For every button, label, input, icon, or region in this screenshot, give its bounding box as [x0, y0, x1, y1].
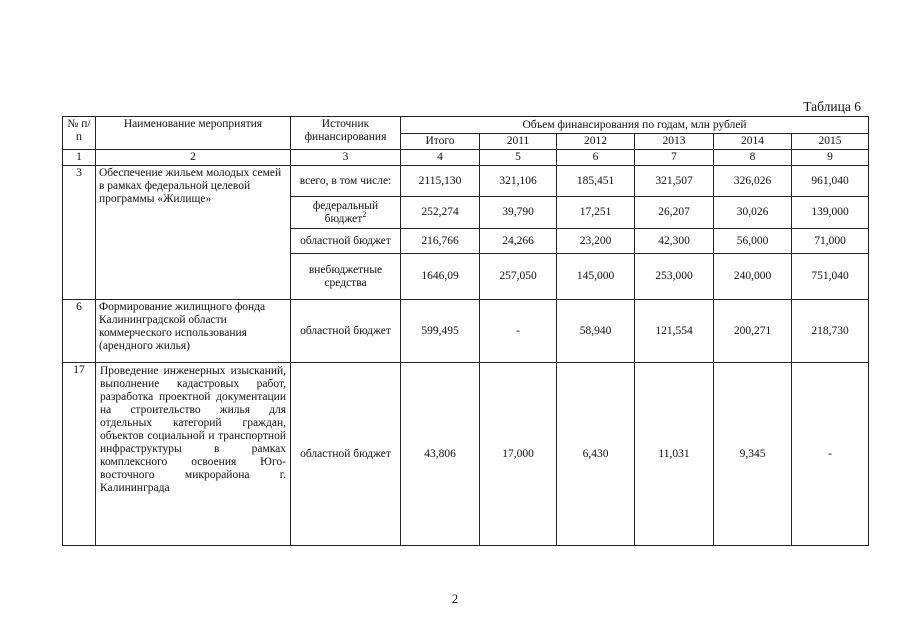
col-number: 7: [635, 150, 714, 166]
table-caption: Таблица 6: [803, 99, 861, 114]
header-year: 2011: [480, 134, 557, 150]
page-number: 2: [451, 592, 459, 606]
value-cell: 26,207: [635, 197, 714, 229]
header-year: 2013: [635, 134, 714, 150]
header-row: [63, 117, 869, 134]
header-year: 2015: [792, 134, 869, 150]
table-row: [63, 166, 869, 197]
value-cell: 218,730: [792, 300, 869, 363]
col-number: 3: [291, 150, 401, 166]
funding-source: областной бюджет: [291, 300, 401, 363]
value-cell: 1646,09: [401, 254, 480, 300]
value-cell: -: [792, 363, 869, 546]
financing-table: [62, 116, 869, 546]
value-cell: 121,554: [635, 300, 714, 363]
activity-name: Обеспечение жильем молодых семей в рамках федеральной целевой программы «Жилище»: [96, 166, 291, 300]
funding-source: областной бюджет: [291, 229, 401, 254]
value-cell: 252,274: [401, 197, 480, 229]
value-cell: -: [480, 300, 557, 363]
header-volume: Объем финансирования по годам, млн рублей: [401, 117, 869, 134]
row-number: 17: [63, 363, 96, 546]
col-number: 6: [557, 150, 635, 166]
value-cell: 39,790: [480, 197, 557, 229]
activity-name: Формирование жилищного фонда Калининградской области коммерческого использования (арендного жилья): [96, 300, 291, 363]
value-cell: 58,940: [557, 300, 635, 363]
header-year: 2012: [557, 134, 635, 150]
value-cell: 23,200: [557, 229, 635, 254]
value-cell: 24,266: [480, 229, 557, 254]
value-cell: 30,026: [714, 197, 792, 229]
value-cell: 9,345: [714, 363, 792, 546]
col-number: 8: [714, 150, 792, 166]
value-cell: 253,000: [635, 254, 714, 300]
value-cell: 240,000: [714, 254, 792, 300]
value-cell: 257,050: [480, 254, 557, 300]
value-cell: 11,031: [635, 363, 714, 546]
funding-source: внебюджетные средства: [291, 254, 401, 300]
funding-source: областной бюджет: [291, 363, 401, 546]
value-cell: 185,451: [557, 166, 635, 197]
header-source: Источник финансирования: [291, 117, 401, 150]
value-cell: 56,000: [714, 229, 792, 254]
funding-source: [291, 197, 401, 229]
funding-source-text: федеральный бюджет: [312, 199, 379, 225]
col-number: 1: [63, 150, 96, 166]
value-cell: 145,000: [557, 254, 635, 300]
col-number: 5: [480, 150, 557, 166]
table-row: [63, 300, 869, 363]
value-cell: 139,000: [792, 197, 869, 229]
col-number: 9: [792, 150, 869, 166]
header-year: 2014: [714, 134, 792, 150]
value-cell: 216,766: [401, 229, 480, 254]
value-cell: 321,106: [480, 166, 557, 197]
value-cell: 17,000: [480, 363, 557, 546]
value-cell: 42,300: [635, 229, 714, 254]
header-name: Наименование мероприятия: [96, 117, 291, 150]
footnote-mark: 2: [362, 209, 367, 219]
value-cell: 17,251: [557, 197, 635, 229]
value-cell: 321,507: [635, 166, 714, 197]
value-cell: 2115,130: [401, 166, 480, 197]
funding-source: всего, в том числе:: [291, 166, 401, 197]
activity-name: Проведение инженерных изысканий, выполнение кадастровых работ, разработка проектной документации на строительство жилья для отдельных категорий граждан, объектов социальной и транспортной инфраструктуры в рамках комплексного освоения Юго-восточного микрорайона г. Калининграда: [96, 363, 291, 546]
row-number: 3: [63, 166, 96, 300]
value-cell: 200,271: [714, 300, 792, 363]
value-cell: 961,040: [792, 166, 869, 197]
col-number: 4: [401, 150, 480, 166]
column-number-row: [63, 150, 869, 166]
col-number: 2: [96, 150, 291, 166]
value-cell: 6,430: [557, 363, 635, 546]
header-num: № п/п: [63, 117, 96, 150]
value-cell: 599,495: [401, 300, 480, 363]
table-row: [63, 363, 869, 546]
header-total: Итого: [401, 134, 480, 150]
value-cell: 326,026: [714, 166, 792, 197]
value-cell: 751,040: [792, 254, 869, 300]
value-cell: 43,806: [401, 363, 480, 546]
row-number: 6: [63, 300, 96, 363]
value-cell: 71,000: [792, 229, 869, 254]
